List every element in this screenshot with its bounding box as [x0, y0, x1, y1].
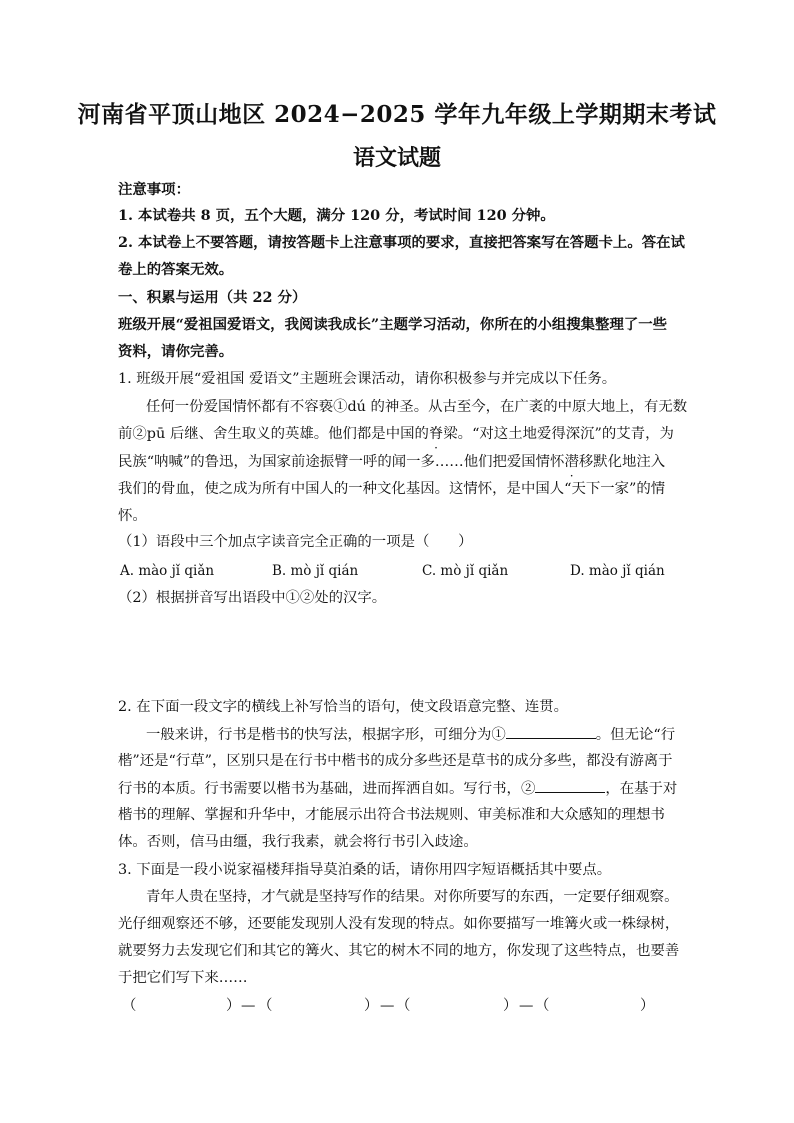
answer-box-2-close: ）	[364, 998, 379, 1014]
q1-subquestion-2: （2）根据拼音写出语段中①②处的汉字。	[118, 590, 387, 606]
q3-passage-line-1: 青年人贵在坚持，才气就是坚持写作的结果。对你所要写的东西，一定要仔细观察。	[146, 889, 679, 905]
blank-1[interactable]	[506, 724, 596, 739]
dash-separator: —	[380, 998, 395, 1014]
q2-passage-line-5: 体。否则，信马由缰，我行我素，就会将行书引入歧途。	[118, 834, 478, 850]
dash-separator: —	[241, 998, 256, 1014]
option-c[interactable]: C. mò jǐ qiǎn	[422, 563, 509, 579]
q1-subquestion-1: （1）语段中三个加点字读音完全正确的一项是（ ）	[118, 534, 473, 550]
exam-subtitle: 语文试题	[352, 145, 441, 171]
answer-box-4-open[interactable]: （	[535, 998, 550, 1014]
q2-passage-line-3: 行书的本质。行书需要以楷书为基础，进而挥洒自如。写行书，② ，在基于对	[118, 778, 677, 799]
q2-passage-line-1: 一般来讲，行书是楷书的快写法，根据字形，可细分为① 。但无论“行	[146, 724, 675, 745]
option-d[interactable]: D. mào jǐ qián	[570, 563, 665, 579]
q1-passage-line-4: 我们的骨血，使之成为所有中国人的一种文化基因。这情怀，是中国人“天下一家”的情	[118, 481, 666, 497]
exam-title: 河南省平顶山地区 2024−2025 学年九年级上学期期末考试	[77, 101, 717, 128]
notice-item-2-line-1: 2. 本试卷上不要答题，请按答题卡上注意事项的要求，直接把答案写在答题卡上。答在试	[118, 234, 685, 251]
q1-passage-line-1: 任何一份爱国情怀都有不容亵①dú 的神圣。从古至今，在广袤的中原大地上，有无数	[146, 399, 688, 415]
notice-item-1: 1. 本试卷共 8 页，五个大题，满分 120 分，考试时间 120 分钟。	[118, 207, 555, 224]
answer-box-3-open[interactable]: （	[396, 998, 411, 1014]
blank-2[interactable]	[535, 778, 605, 793]
dotted-char: 脊	[428, 426, 444, 442]
section-intro-line-2: 资料，请你完善。	[118, 343, 234, 360]
q2-passage-line-2: 楷”还是“行草”，区别只是在行书中楷书的成分多些还是草书的成分多些，都没有游离于	[118, 753, 673, 769]
option-b[interactable]: B. mò jǐ qián	[272, 563, 359, 579]
q2-passage-line-4: 楷书的理解、掌握和升华中，才能展示出符合书法规则、审美标准和大众感知的理想书	[118, 807, 665, 823]
question-3-stem: 3. 下面是一段小说家福楼拜指导莫泊桑的话，请你用四字短语概括其中要点。	[118, 862, 612, 878]
answer-space[interactable]	[118, 612, 678, 692]
q3-passage-line-2: 光仔细观察还不够，还要能发现别人没有发现的特点。如你要描写一堆篝火或一株绿树，	[118, 916, 680, 932]
q1-passage-line-5: 怀。	[118, 508, 147, 524]
notice-heading: 注意事项：	[118, 181, 190, 198]
answer-box-1-open[interactable]: （	[122, 998, 137, 1014]
dotted-char: 潜	[564, 454, 579, 470]
answer-box-3-close: ）	[503, 998, 518, 1014]
section-intro-line-1: 班级开展“爱祖国爱语文，我阅读我成长”主题学习活动，你所在的小组搜集整理了一些	[118, 316, 668, 333]
notice-item-2-line-2: 卷上的答案无效。	[118, 261, 234, 278]
q3-passage-line-4: 于把它们写下来……	[118, 970, 248, 986]
question-1-stem: 1. 班级开展“爱祖国 爱语文”主题班会课活动，请你积极参与并完成以下任务。	[118, 371, 617, 387]
dash-separator: —	[519, 998, 534, 1014]
q1-passage-line-2: 前②pū 后继、舍生取义的英雄。他们都是中国的脊梁。“对这土地爱得深沉”的艾青，为	[118, 426, 674, 442]
question-2-stem: 2. 在下面一段文字的横线上补写恰当的语句，使文段语意完整、连贯。	[118, 699, 569, 715]
q3-passage-line-3: 就要努力去发现它们和其它的篝火、其它的树木不同的地方，你发现了这些特点，也要善	[118, 943, 680, 959]
answer-box-2-open[interactable]: （	[258, 998, 273, 1014]
q1-passage-line-3: 民族“呐喊”的鲁迅，为国家前途振臂一呼的闻一多……他们把爱国情怀潜移默化地注入	[118, 454, 666, 470]
answer-box-1-close: ）	[226, 998, 241, 1014]
option-a[interactable]: A. mào jǐ qiǎn	[120, 563, 215, 579]
section-heading: 一、积累与运用（共 22 分）	[118, 289, 307, 306]
answer-box-4-close: ）	[640, 998, 655, 1014]
